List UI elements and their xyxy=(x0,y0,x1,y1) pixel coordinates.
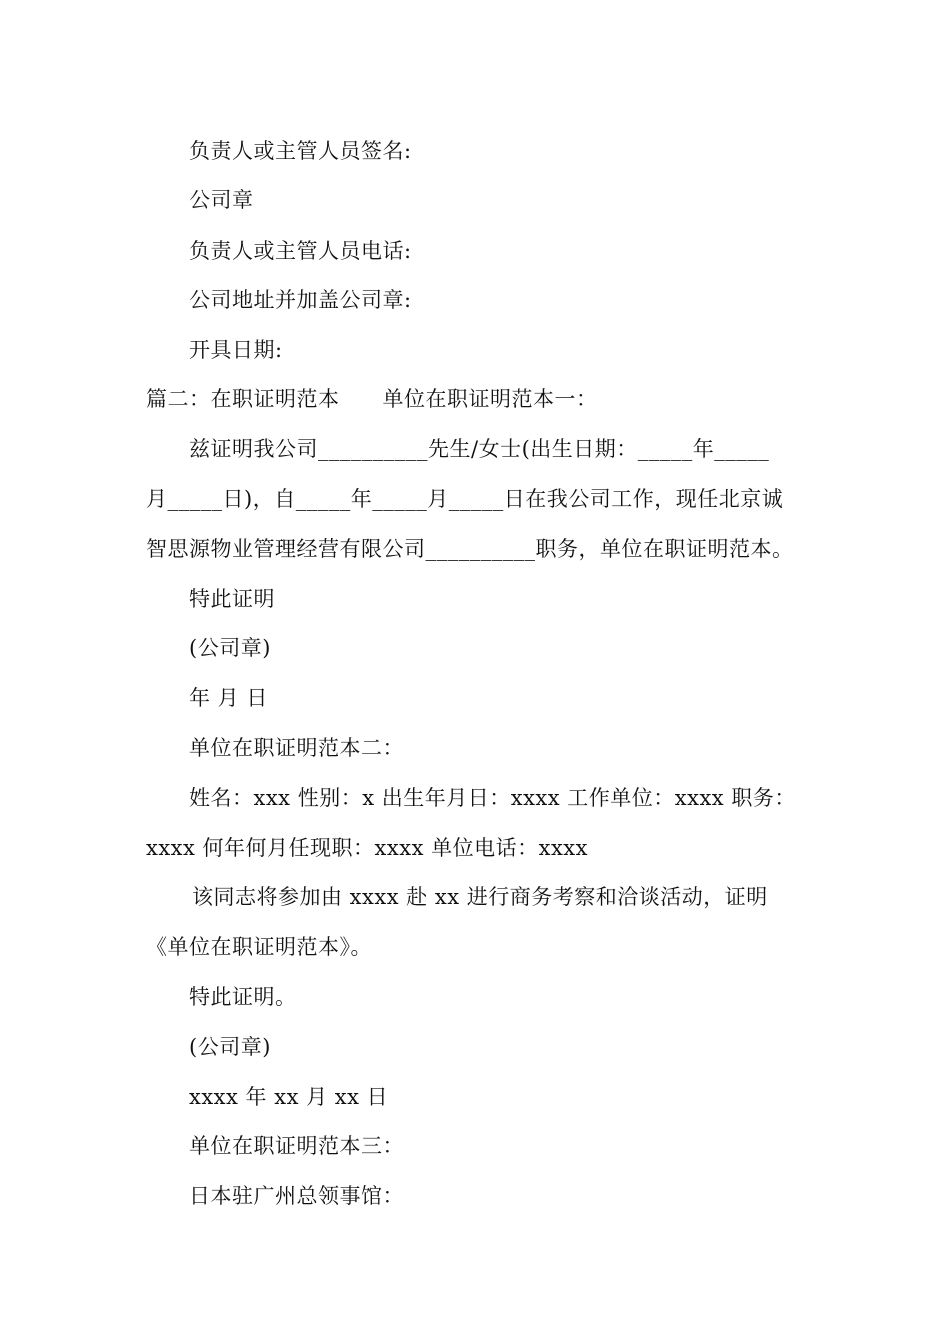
text-line-date: xxxx 年 xx 月 xx 日 xyxy=(189,1085,389,1109)
text-line-signature: 负责人或主管人员签名: xyxy=(189,139,412,163)
paragraph-line: 《单位在职证明范本》。 xyxy=(146,935,372,959)
text-line-hereby-certify: 特此证明。 xyxy=(189,985,297,1009)
text-line-addressee: 日本驻广州总领事馆： xyxy=(189,1184,404,1208)
text-line-company-seal: (公司章) xyxy=(189,636,271,660)
paragraph-line: 月_____日)，自_____年_____月_____日在我公司工作，现任北京诚 xyxy=(146,487,784,511)
text-line-address: 公司地址并加盖公司章: xyxy=(189,288,412,312)
paragraph-line: xxxx 何年何月任现职：xxxx 单位电话：xxxx xyxy=(146,836,588,860)
text-line-phone: 负责人或主管人员电话: xyxy=(189,239,412,263)
text-line-issue-date: 开具日期: xyxy=(189,338,283,362)
text-line-date: 年 月 日 xyxy=(189,686,268,710)
text-line-company-seal: (公司章) xyxy=(189,1035,271,1059)
text-line-hereby-certify: 特此证明 xyxy=(189,587,275,611)
paragraph-line: 该同志将参加由 xxxx 赴 xx 进行商务考察和洽谈活动，证明 xyxy=(192,885,768,909)
section-heading-sample-two: 单位在职证明范本二： xyxy=(189,736,404,760)
paragraph-line: 姓名：xxx 性别：x 出生年月日：xxxx 工作单位：xxxx 职务： xyxy=(189,786,796,810)
paragraph-line: 智思源物业管理经营有限公司__________职务，单位在职证明范本。 xyxy=(146,537,794,561)
section-heading-part-two: 篇二：在职证明范本 单位在职证明范本一： xyxy=(146,387,598,411)
paragraph-line: 兹证明我公司__________先生/女士(出生日期：_____年_____ xyxy=(189,437,770,461)
text-line-company-seal: 公司章 xyxy=(189,188,254,212)
section-heading-sample-three: 单位在职证明范本三： xyxy=(189,1134,404,1158)
